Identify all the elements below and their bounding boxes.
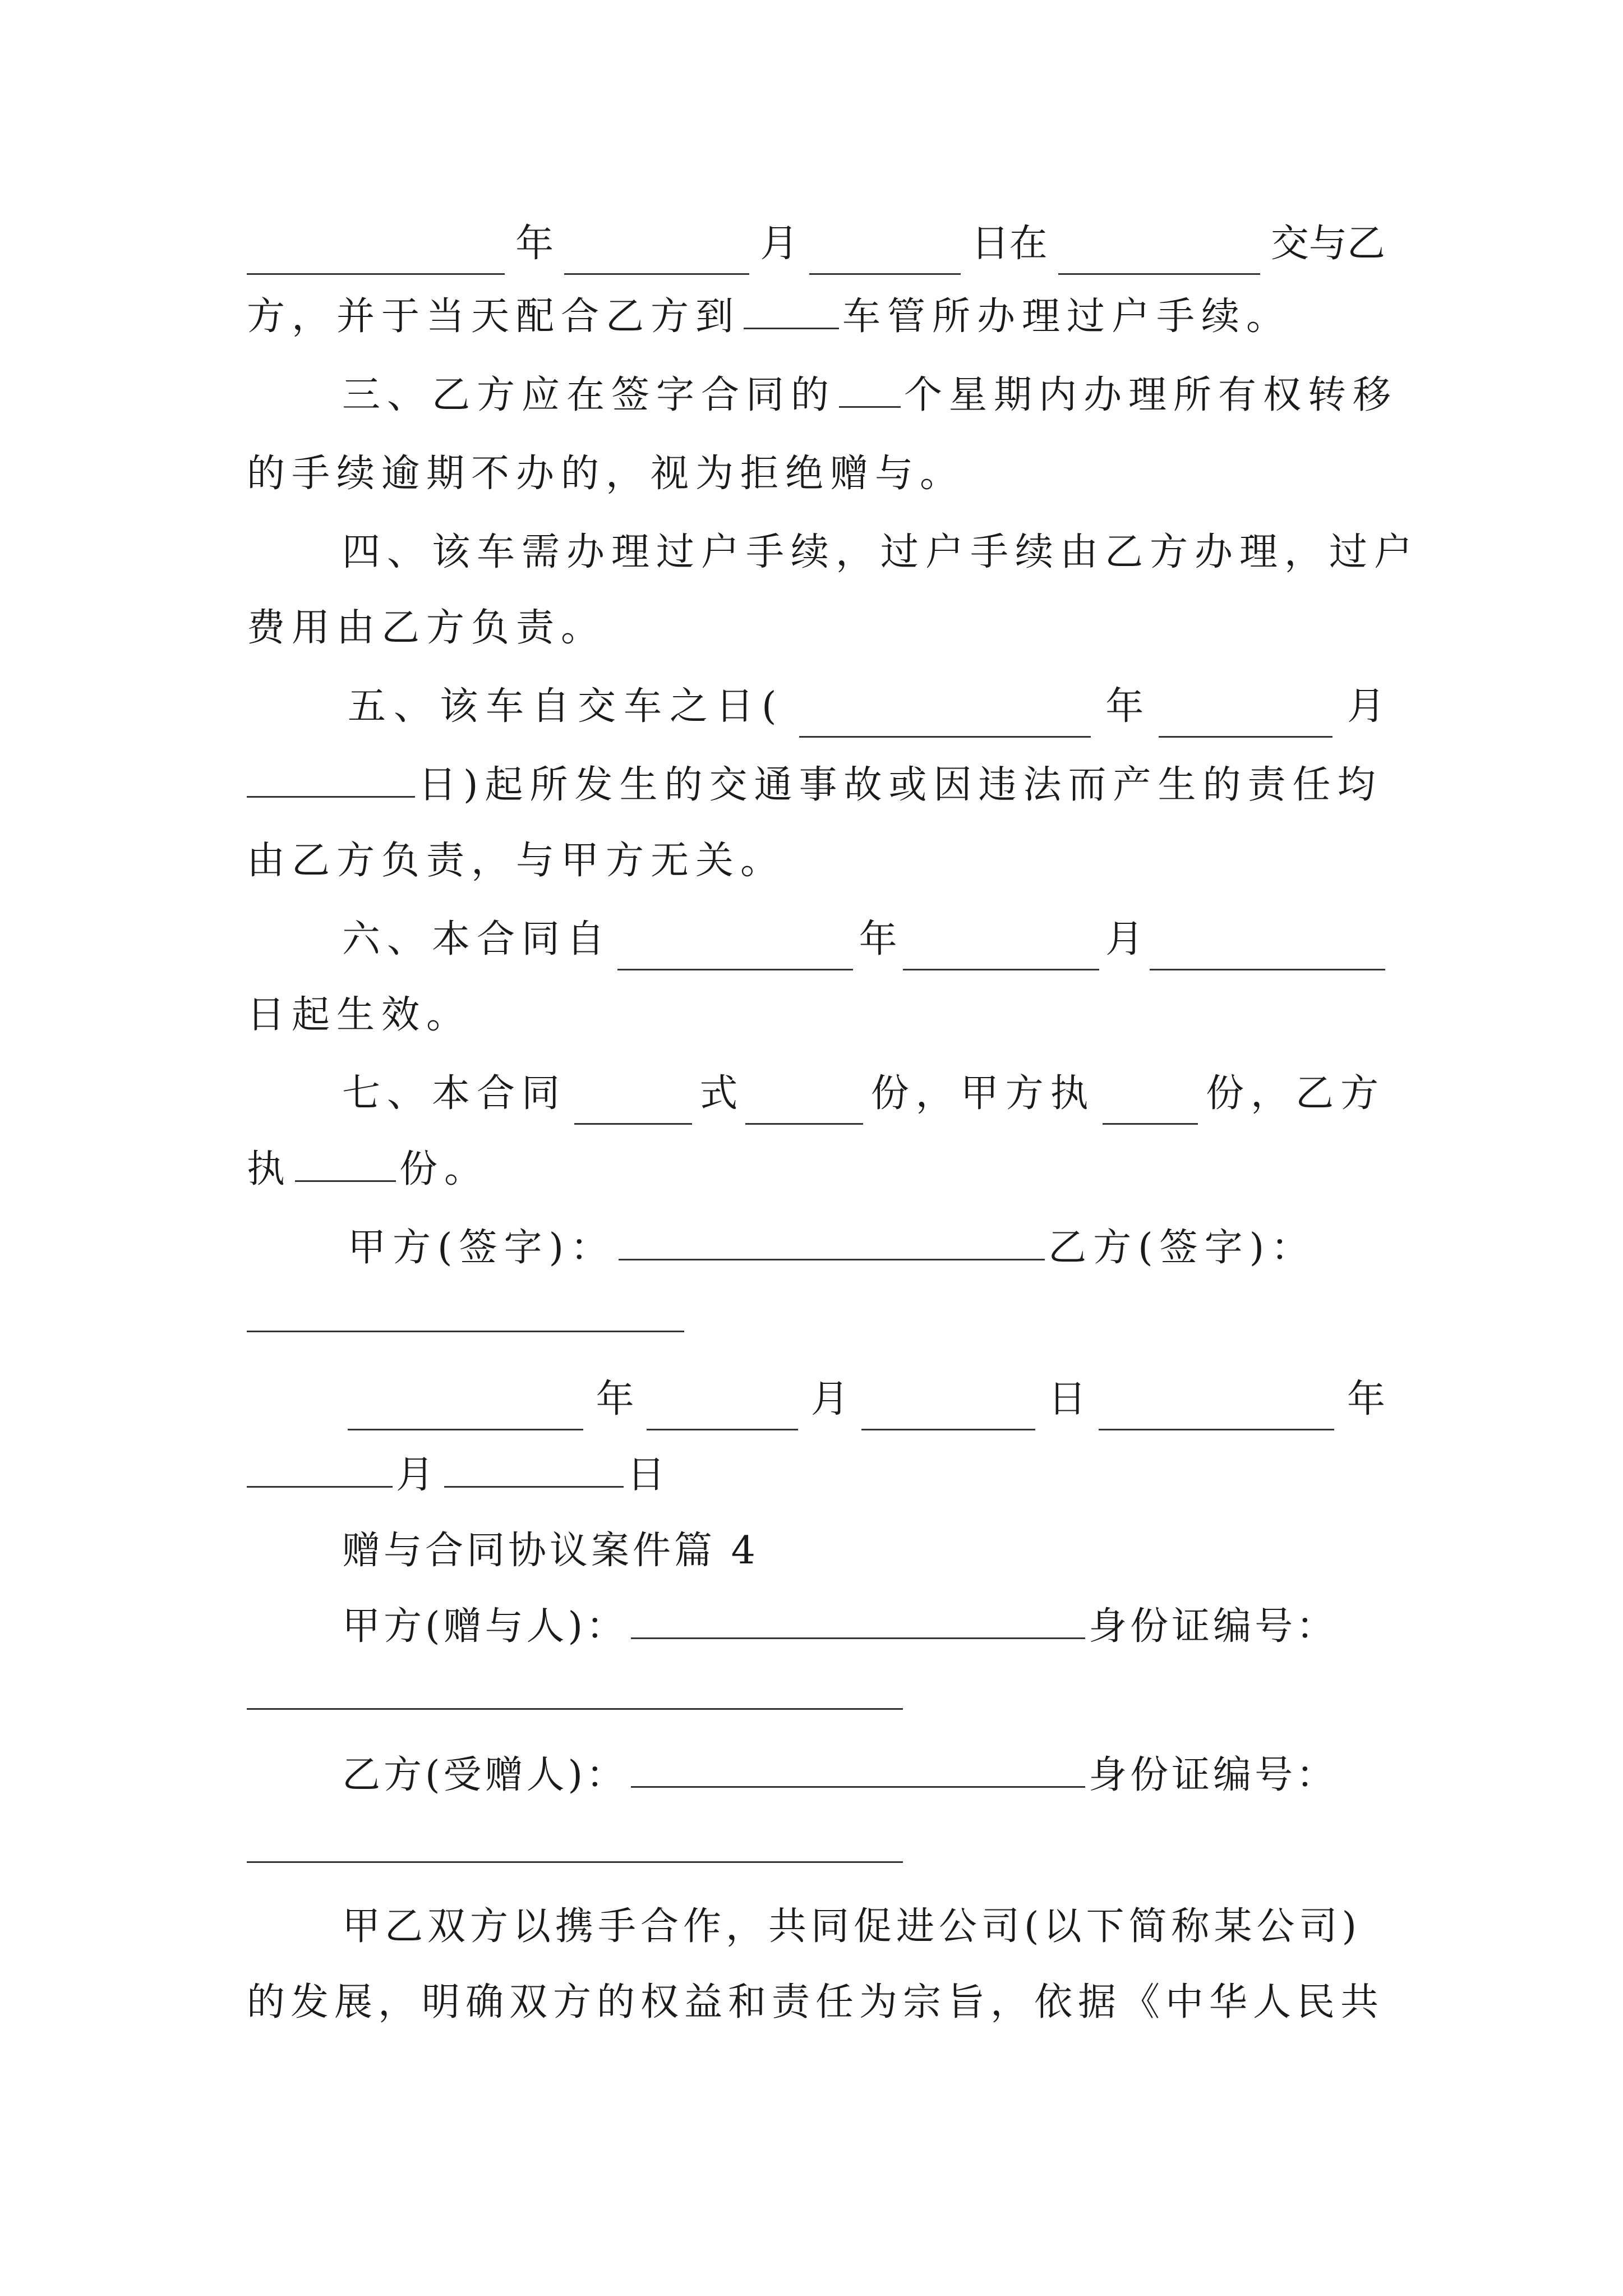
blank-field [1099, 1389, 1334, 1430]
blank-field [903, 930, 1099, 970]
party-b-label: 乙方(受赠人)： [342, 1753, 628, 1797]
paragraph-line: 费用由乙方负责。 [247, 606, 606, 650]
paragraph-line: 甲乙双方以携手合作，共同促进公司(以下简称某公司) [342, 1904, 1362, 1949]
blank-field [564, 234, 749, 275]
blank-field [247, 234, 505, 275]
blank-field [1159, 697, 1332, 738]
paragraph-line: 的手续逾期不办的，视为拒绝赠与。 [247, 452, 965, 496]
signature-date-line [247, 1444, 1385, 1506]
party-a-info-line [342, 1596, 1385, 1658]
text-segment: 七、本合同 [342, 1071, 567, 1116]
clause-five-line [348, 676, 1385, 738]
paragraph-line [247, 1139, 1385, 1200]
party-a-label: 甲方(赠与人)： [342, 1604, 628, 1649]
text-segment: 份。 [399, 1147, 490, 1191]
text-day: 日 [627, 1453, 672, 1497]
blank-field [1103, 1084, 1198, 1125]
date-handover-line [247, 213, 1385, 275]
blank-field [444, 1447, 624, 1488]
blank-field [744, 288, 839, 329]
text-month: 月 [1347, 684, 1385, 729]
id-number-label: 身份证编号： [1089, 1604, 1338, 1649]
text-month: 月 [810, 1377, 849, 1421]
blank-field [247, 1447, 393, 1488]
blank-field [1150, 930, 1385, 970]
text-segment: 式 [699, 1071, 738, 1116]
clause-three-line [342, 365, 1398, 426]
text-year: 年 [1347, 1377, 1385, 1421]
text-day-at: 日在 [971, 222, 1048, 266]
text-year: 年 [859, 917, 897, 961]
text-year: 年 [596, 1377, 634, 1421]
party-a-signature-field [619, 1220, 1045, 1260]
blank-field [839, 367, 901, 408]
paragraph-line [247, 286, 1385, 348]
party-b-name-field [631, 1747, 1085, 1788]
blank-field [574, 1084, 692, 1125]
clause-six-line [342, 909, 1385, 970]
party-a-id-field [247, 1708, 903, 1710]
text-segment: 五、该车自交车之日( [348, 684, 785, 729]
paragraph-line [247, 754, 1385, 816]
blank-field [861, 1389, 1035, 1430]
blank-field [247, 757, 415, 798]
blank-field [348, 1389, 583, 1430]
party-b-info-line [342, 1745, 1385, 1806]
text-month: 月 [396, 1453, 441, 1497]
paragraph-line: 的发展，明确双方的权益和责任为宗旨，依据《中华人民共 [247, 1980, 1385, 2024]
text-deliver: 交与乙 [1270, 222, 1385, 266]
signature-date-line [348, 1369, 1385, 1430]
section-heading: 赠与合同协议案件篇 4 [342, 1529, 759, 1573]
blank-field [745, 1084, 863, 1125]
text-segment: 执 [247, 1147, 292, 1191]
text-segment: 车管所办理过户手续。 [842, 295, 1292, 339]
id-number-label: 身份证编号： [1089, 1753, 1338, 1797]
text-segment: 个星期内办理所有权转移 [904, 373, 1398, 417]
text-year: 年 [1105, 684, 1144, 729]
clause-four-line: 四、该车需办理过户手续，过户手续由乙方办理，过户 [342, 530, 1419, 574]
text-segment: 日)起所发生的交通事故或因违法而产生的责任均 [418, 763, 1382, 807]
text-segment: 方，并于当天配合乙方到 [247, 295, 741, 339]
blank-field [809, 234, 961, 275]
blank-field [647, 1389, 798, 1430]
text-month: 月 [1105, 917, 1144, 961]
party-b-signature-label: 乙方(签字)： [1048, 1226, 1316, 1270]
party-b-id-field [247, 1861, 903, 1863]
text-month: 月 [760, 222, 799, 266]
blank-field [295, 1141, 396, 1182]
blank-field [617, 930, 853, 970]
text-segment: 份，甲方执 [870, 1071, 1095, 1116]
text-segment: 六、本合同自 [342, 917, 612, 961]
text-year: 年 [515, 222, 554, 266]
clause-seven-line [342, 1063, 1385, 1125]
blank-field [799, 697, 1091, 738]
signature-line [348, 1217, 1385, 1279]
text-day: 日 [1048, 1377, 1086, 1421]
paragraph-line: 由乙方负责，与甲方无关。 [247, 839, 786, 883]
party-a-name-field [631, 1598, 1085, 1639]
party-b-signature-field [247, 1331, 684, 1332]
paragraph-line: 日起生效。 [247, 993, 472, 1037]
text-segment: 三、乙方应在签字合同的 [342, 373, 836, 417]
text-segment: 份，乙方 [1205, 1071, 1385, 1116]
blank-field [1058, 234, 1260, 275]
party-a-signature-label: 甲方(签字)： [348, 1226, 616, 1270]
